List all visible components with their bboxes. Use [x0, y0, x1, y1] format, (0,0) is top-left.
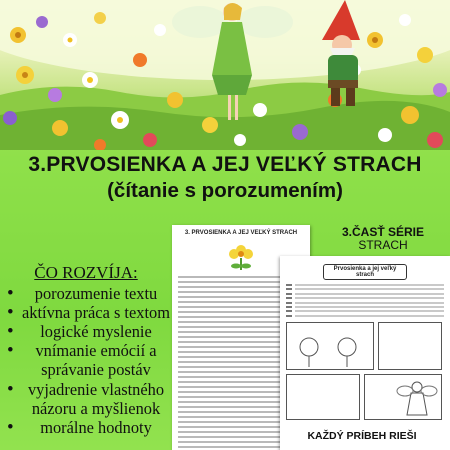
skill-item: • morálne hodnoty	[0, 418, 172, 437]
flower-sketch-icon	[287, 323, 373, 369]
fairy-sketch-icon	[365, 375, 441, 419]
worksheet-reading-title: 3. PRVOSIENKA A JEJ VEĽKÝ STRACH	[184, 230, 298, 236]
meadow-scene	[0, 0, 450, 150]
exercise-box	[286, 374, 360, 420]
skills-heading: ČO ROZVÍJA:	[34, 263, 138, 282]
series-part: 3.ČASŤ SÉRIE	[341, 225, 425, 239]
title-line-2: (čítanie s porozumením)	[107, 179, 343, 203]
question-lines	[286, 284, 444, 317]
page-title	[0, 152, 450, 204]
exercise-box	[378, 322, 442, 370]
hero-illustration	[0, 0, 450, 150]
skill-item: • aktívna práca s textom	[0, 303, 172, 322]
skill-item: • porozumenie textu	[0, 284, 172, 303]
skill-item: • vyjadrenie vlastného názoru a myšlienok	[0, 380, 172, 418]
bottom-caption: KAŽDÝ PRÍBEH RIEŠI	[307, 430, 417, 442]
skill-item: • logické myslenie	[0, 322, 172, 341]
exercise-box	[364, 374, 442, 420]
title-line-1: 3.PRVOSIENKA A JEJ VEĽKÝ STRACH	[28, 153, 422, 176]
series-topic: STRACH	[358, 238, 408, 253]
skill-item: • vnímanie emócií a správanie postáv	[0, 341, 172, 379]
exercise-box	[286, 322, 374, 370]
series-label	[316, 226, 450, 252]
skills-list	[0, 264, 172, 437]
exercise-boxes	[286, 322, 444, 422]
primrose-icon	[226, 242, 256, 272]
worksheet-questions-title: Prvosienka a jej veľký strach	[323, 264, 407, 280]
worksheet-page-questions	[280, 256, 450, 450]
